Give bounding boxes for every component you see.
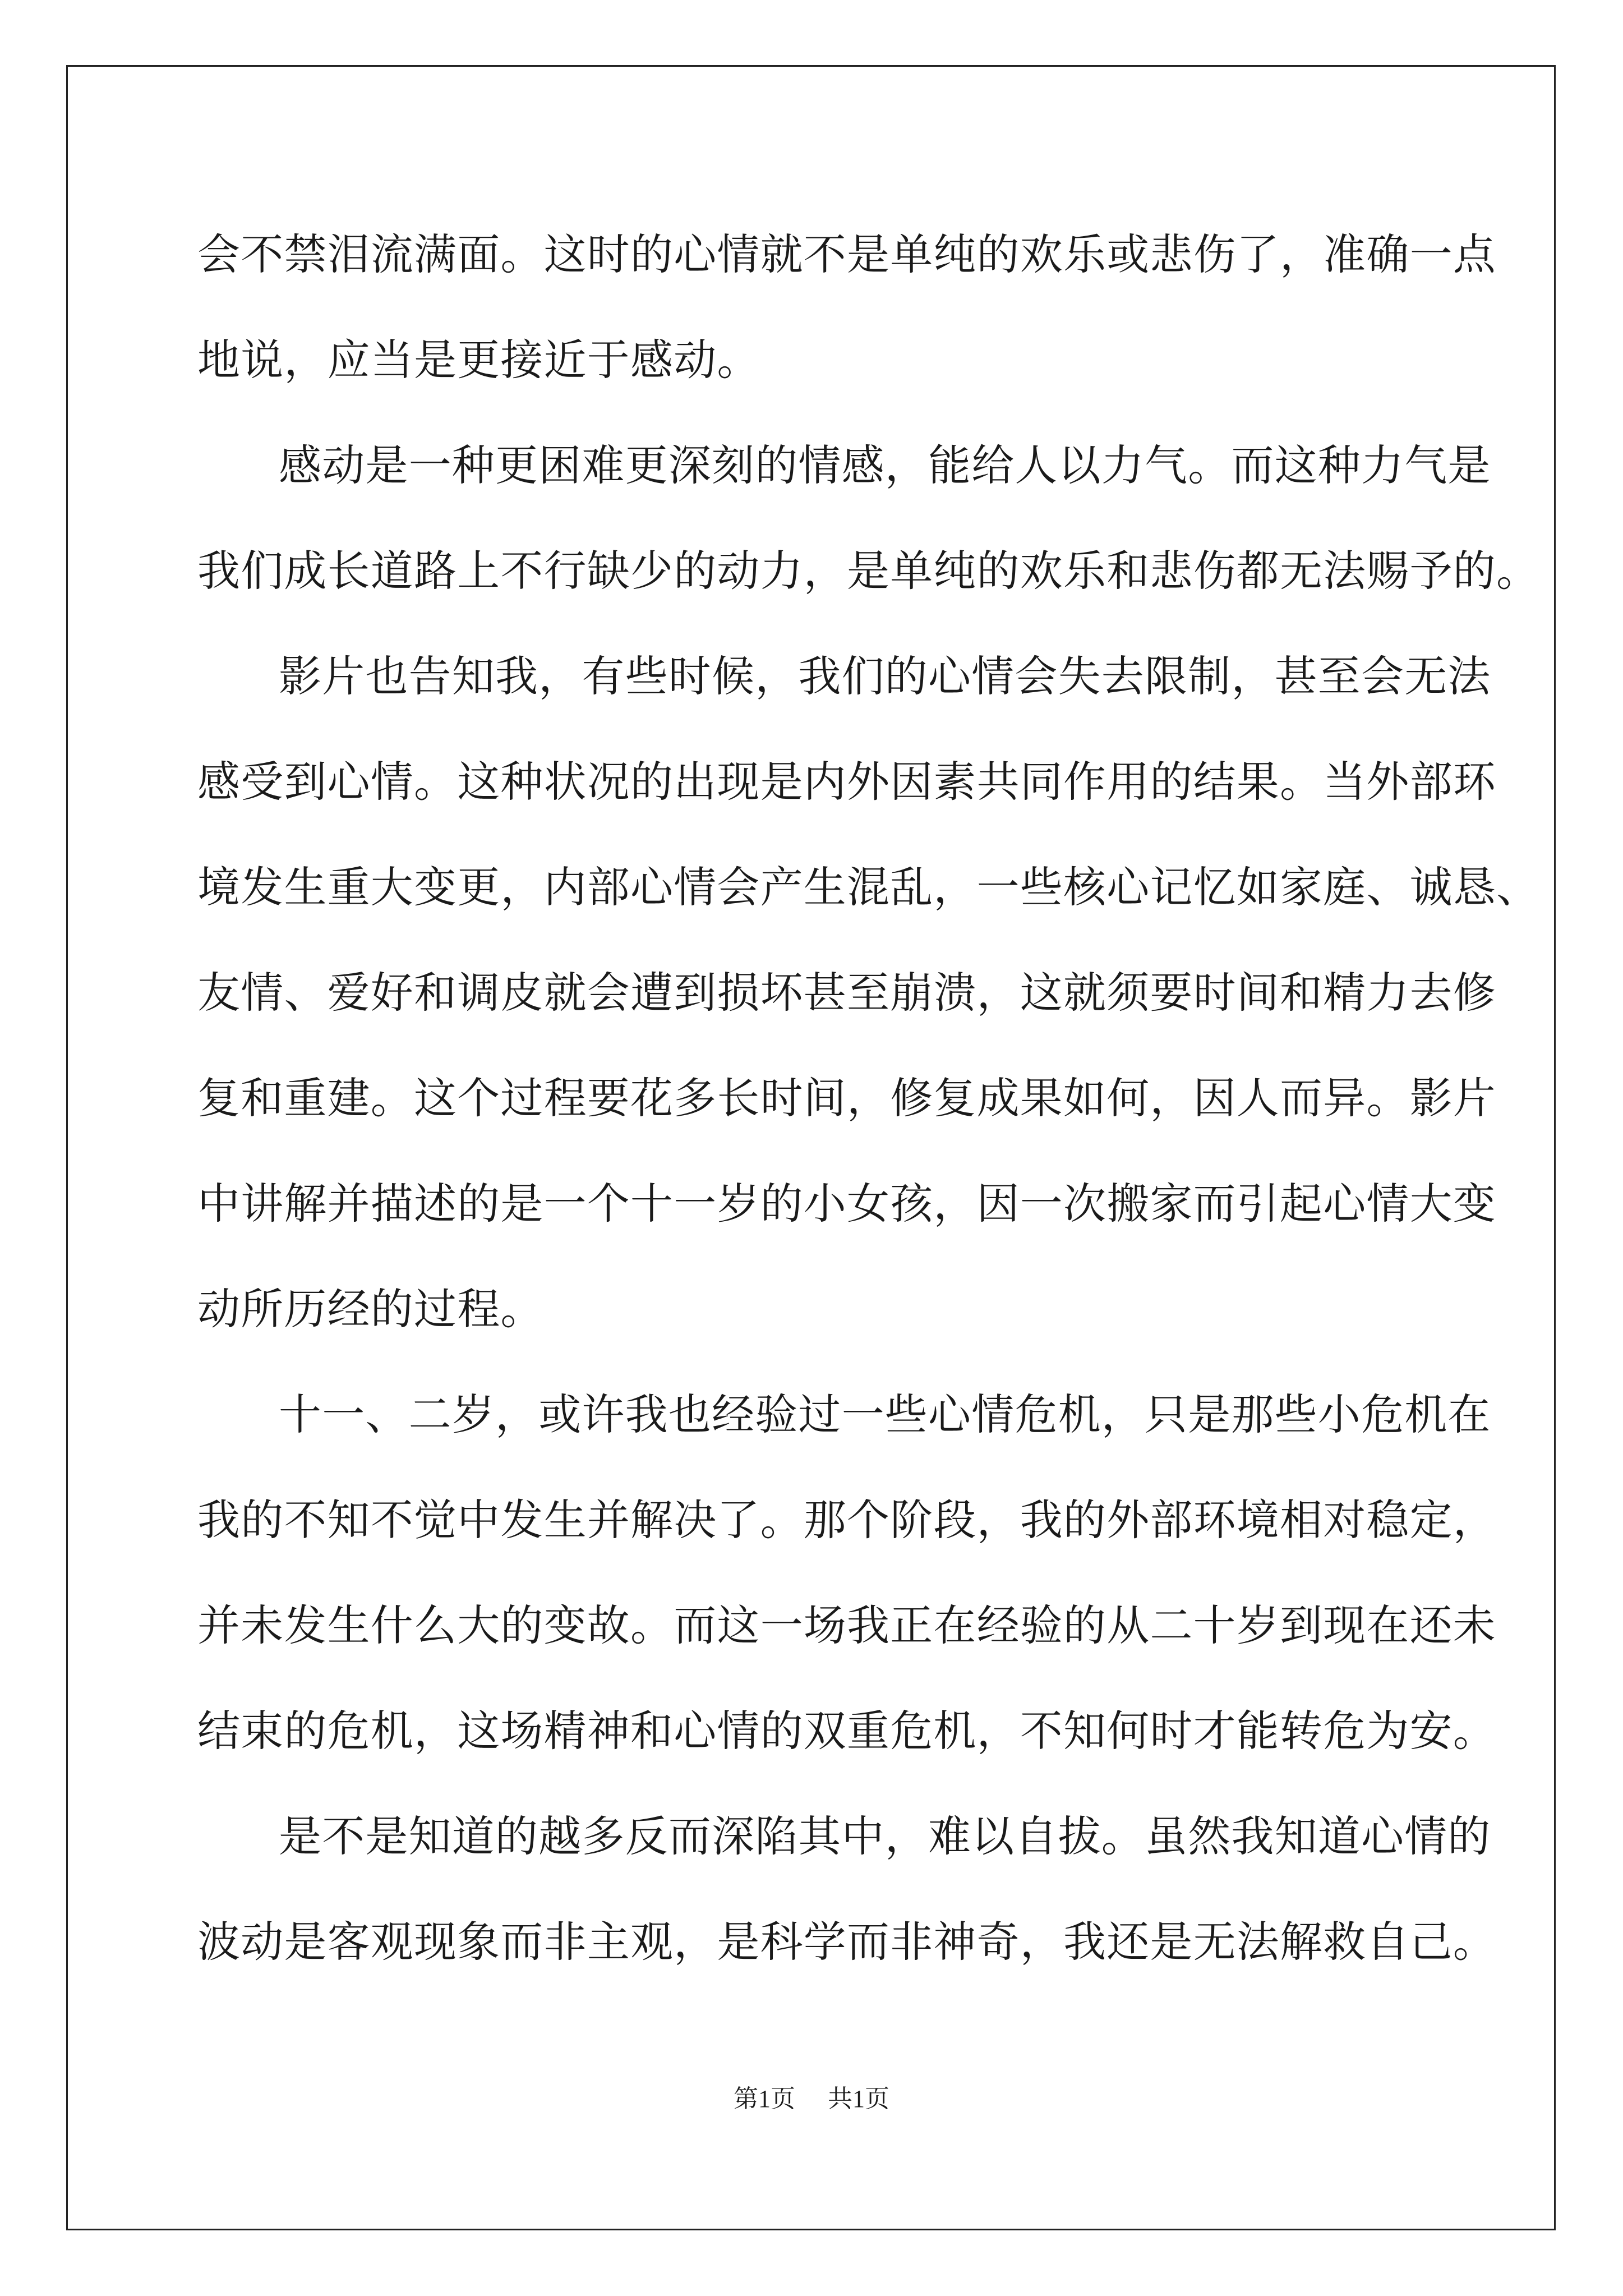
text-line: 十一、二岁，或许我也经验过一些心情危机，只是那些小危机在 [279,1389,1491,1439]
text-line: 地说，应当是更接近于感动。 [197,335,760,385]
page-total: 共1页 [828,2085,889,2113]
text-line: 波动是客观现象而非主观，是科学而非神奇，我还是无法解救自己。 [197,1917,1496,1967]
document-body [197,202,1540,1995]
text-line: 感受到心情。这种状况的出现是内外因素共同作用的结果。当外部环 [197,757,1496,807]
text-line: 动所历经的过程。 [197,1284,544,1334]
text-line: 会不禁泪流满面。这时的心情就不是单纯的欢乐或悲伤了，准确一点 [197,229,1496,279]
text-line: 感动是一种更困难更深刻的情感，能给人以力气。而这种力气是 [279,440,1491,490]
text-line: 影片也告知我，有些时候，我们的心情会失去限制，甚至会无法 [279,651,1491,701]
text-line: 结束的危机，这场精神和心情的双重危机，不知何时才能转危为安。 [197,1706,1496,1756]
text-line: 境发生重大变更，内部心情会产生混乱，一些核心记忆如家庭、诚恳、 [197,862,1540,912]
text-line: 并未发生什么大的变故。而这一场我正在经验的从二十岁到现在还未 [197,1600,1496,1650]
text-line: 中讲解并描述的是一个十一岁的小女孩，因一次搬家而引起心情大变 [197,1179,1496,1228]
text-line: 友情、爱好和调皮就会遭到损坏甚至崩溃，这就须要时间和精力去修 [197,968,1496,1018]
text-line: 我们成长道路上不行缺少的动力，是单纯的欢乐和悲伤都无法赐予的。 [197,546,1540,596]
text-line: 复和重建。这个过程要花多长时间，修复成果如何，因人而异。影片 [197,1073,1496,1123]
page-number: 第1页 [734,2085,795,2113]
text-line: 我的不知不觉中发生并解决了。那个阶段，我的外部环境相对稳定， [197,1495,1496,1545]
page-footer [0,2078,1623,2114]
text-line: 是不是知道的越多反而深陷其中，难以自拔。虽然我知道心情的 [279,1811,1491,1861]
